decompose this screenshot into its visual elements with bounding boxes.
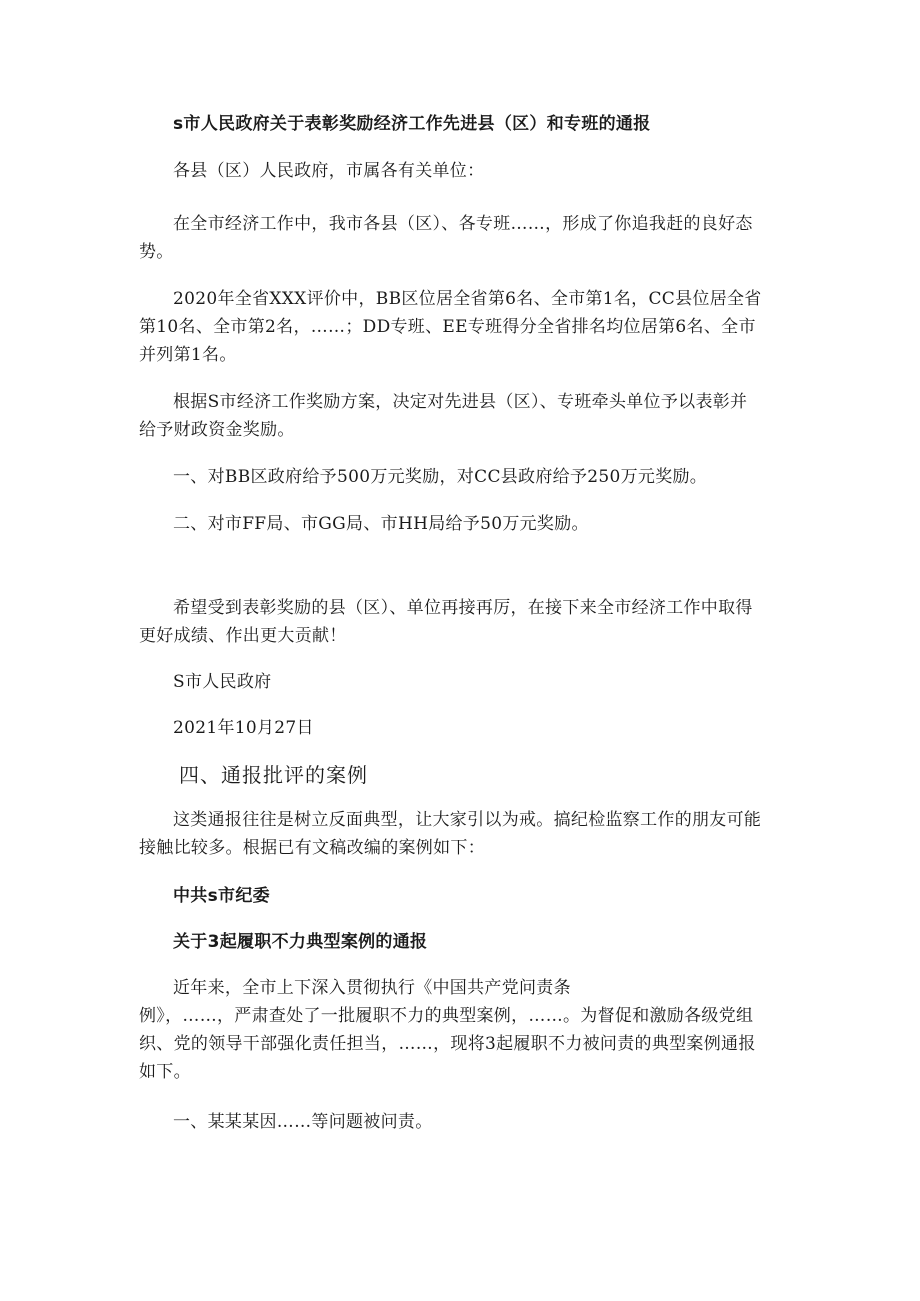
section-intro: 这类通报往往是树立反面典型，让大家引以为戒。搞纪检监察工作的朋友可能接触比较多。根据已有文稿改编的案例如下：: [139, 810, 762, 858]
document-body: [139, 110, 764, 1136]
case-body: 例》，……，严肃查处了一批履职不力的典型案例，……。为督促和激励各级党组织、党的领导干部强化责任担当，……，现将3起履职不力被问责的典型案例通报如下。: [139, 1006, 756, 1082]
signature: S市人民政府: [173, 672, 272, 692]
notice-title: s市人民政府关于表彰奖励经济工作先进县（区）和专班的通报: [173, 114, 651, 134]
case-org: 中共s市纪委: [173, 886, 270, 906]
case-title: 关于3起履职不力典型案例的通报: [173, 932, 428, 952]
paragraph-4: 一、对BB区政府给予500万元奖励，对CC县政府给予250万元奖励。: [173, 467, 708, 487]
case-item-1: 一、某某某因……等问题被问责。: [173, 1112, 433, 1132]
paragraph-2: 2020年全省XXX评价中，BB区位居全省第6名、全市第1名，CC县位居全省第10名、全市第2名，……；DD专班、EE专班得分全省排名均位居第6名、全市并列第1名。: [139, 289, 762, 365]
case-body-line-1: 近年来，全市上下深入贯彻执行《中国共产党问责条: [173, 978, 571, 998]
date: 2021年10月27日: [173, 718, 314, 738]
paragraph-1: 在全市经济工作中，我市各县（区）、各专班……，形成了你追我赶的良好态势。: [139, 214, 753, 262]
paragraph-3: 根据S市经济工作奖励方案，决定对先进县（区）、专班牵头单位予以表彰并给予财政资金奖励。: [139, 392, 748, 440]
section-heading: 四、通报批评的案例: [179, 763, 368, 787]
paragraph-5: 二、对市FF局、市GG局、市HH局给予50万元奖励。: [173, 514, 589, 534]
paragraph-6: 希望受到表彰奖励的县（区）、单位再接再厉，在接下来全市经济工作中取得更好成绩、作出更大贡献！: [139, 598, 753, 646]
salutation: 各县（区）人民政府，市属各有关单位：: [173, 161, 485, 181]
